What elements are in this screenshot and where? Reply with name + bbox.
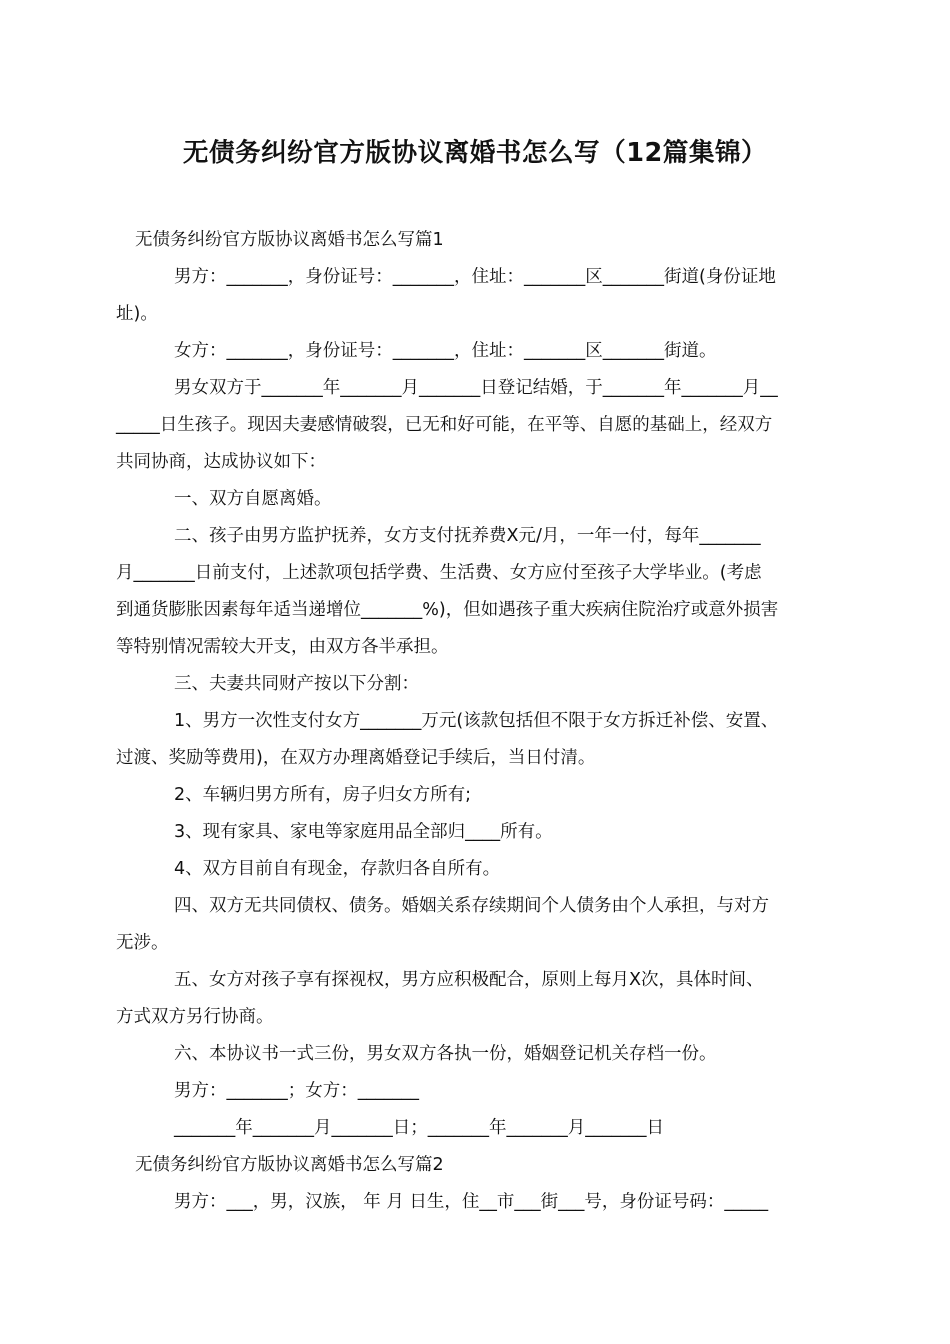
- paragraph: 男女双方于_______年_______月_______日登记结婚，于_______年_______月__: [174, 378, 778, 398]
- agreement-item: 一、双方自愿离婚。: [174, 489, 332, 509]
- paragraph-continuation: _____日生孩子。现因夫妻感情破裂，已无和好可能，在平等、自愿的基础上，经双方: [116, 415, 773, 435]
- paragraph-continuation: 等特别情况需较大开支，由双方各半承担。: [116, 637, 449, 657]
- signature-line: 男方：_______；女方：_______: [174, 1081, 419, 1101]
- agreement-subitem: 4、双方目前自有现金，存款归各自所有。: [174, 859, 501, 879]
- agreement-subitem: 2、车辆归男方所有，房子归女方所有;: [174, 785, 472, 805]
- paragraph-continuation: 方式双方另行协商。: [116, 1007, 274, 1027]
- date-line: _______年_______月_______日；_______年_______月_______日: [174, 1118, 664, 1138]
- agreement-item: 六、本协议书一式三份，男女双方各执一份，婚姻登记机关存档一份。: [174, 1044, 717, 1064]
- paragraph-continuation: 月_______日前支付，上述款项包括学费、生活费、女方应付至孩子大学毕业。(考虑: [116, 563, 762, 583]
- paragraph: 男方：___，男，汉族， 年 月 日生，住__市___街___号，身份证号码：_____: [174, 1192, 769, 1212]
- agreement-item: 三、夫妻共同财产按以下分割：: [174, 674, 419, 694]
- section-heading: 无债务纠纷官方版协议离婚书怎么写篇1: [135, 230, 444, 250]
- paragraph-continuation: 到通货膨胀因素每年适当递增位_______%)，但如遇孩子重大疾病住院治疗或意外损害: [116, 600, 779, 620]
- agreement-item: 二、孩子由男方监护抚养，女方支付抚养费X元/月，一年一付，每年_______: [174, 526, 761, 546]
- section-heading: 无债务纠纷官方版协议离婚书怎么写篇2: [135, 1155, 444, 1175]
- paragraph: 男方：_______，身份证号：_______，住址：_______区_______街道(身份证地: [174, 267, 776, 287]
- agreement-item: 五、女方对孩子享有探视权，男方应积极配合，原则上每月X次，具体时间、: [174, 970, 764, 990]
- paragraph-continuation: 无涉。: [116, 933, 169, 953]
- paragraph: 女方：_______，身份证号：_______，住址：_______区_______街道。: [174, 341, 717, 361]
- paragraph-continuation: 过渡、奖励等费用)，在双方办理离婚登记手续后，当日付清。: [116, 748, 596, 768]
- paragraph-continuation: 共同协商，达成协议如下：: [116, 452, 326, 472]
- agreement-item: 四、双方无共同债权、债务。婚姻关系存续期间个人债务由个人承担，与对方: [174, 896, 769, 916]
- paragraph-continuation: 址)。: [116, 304, 158, 324]
- agreement-subitem: 3、现有家具、家电等家庭用品全部归____所有。: [174, 822, 553, 842]
- document-title: 无债务纠纷官方版协议离婚书怎么写（12篇集锦）: [182, 138, 768, 168]
- document-body: [116, 222, 838, 1221]
- agreement-subitem: 1、男方一次性支付女方_______万元(该款包括但不限于女方拆迁补偿、安置、: [174, 711, 779, 731]
